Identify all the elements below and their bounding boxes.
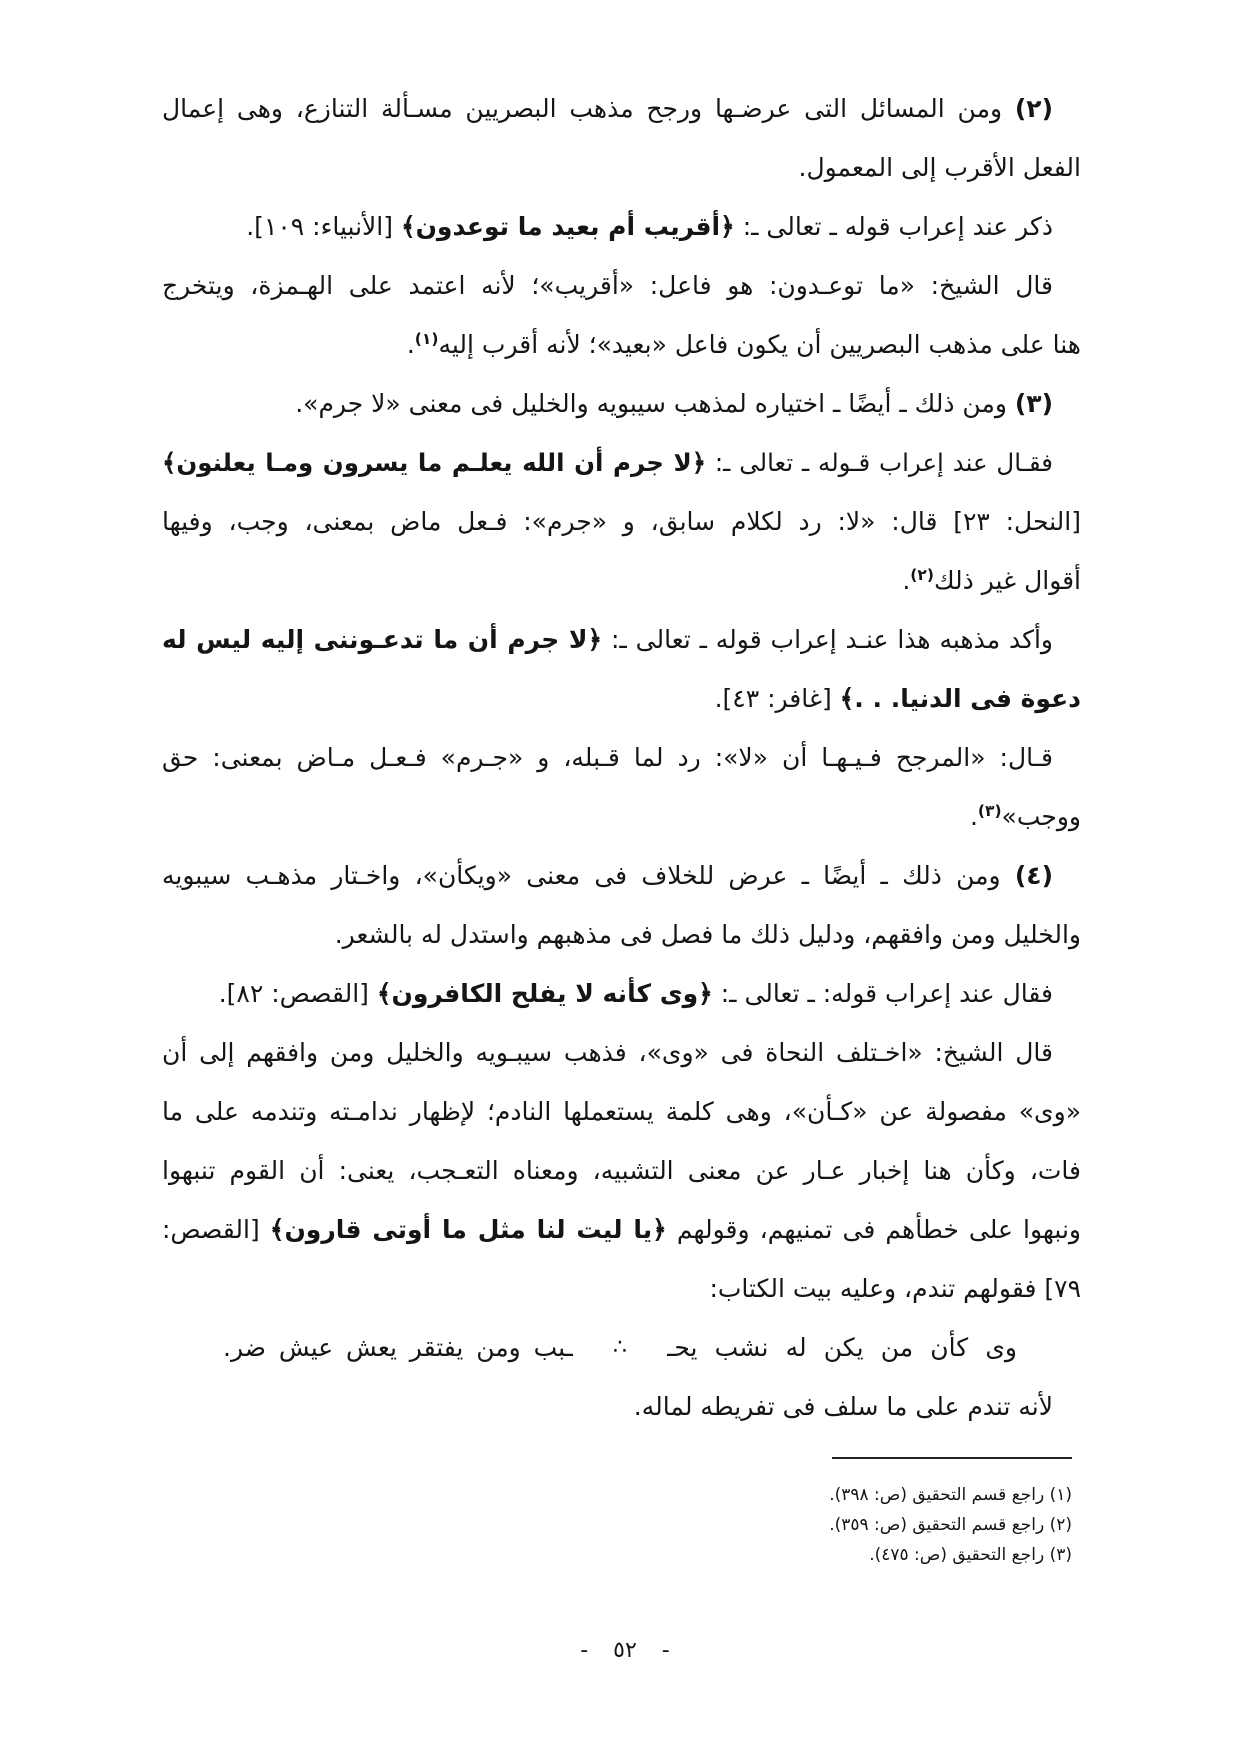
paragraph: [162, 79, 1081, 197]
text-segment: فات، وكأن هنا إخبار عـار عن معنى التشبيه، ومعناه التعـجب، يعنى: أن القوم تنبهوا: [162, 1156, 1081, 1185]
poetry-verse: [162, 1318, 1081, 1377]
paragraph: [162, 1377, 1081, 1436]
text-segment: قال الشيخ: «ما توعـدون: هو فاعل: «أقريب»؛ لأنه اعتمد على الهـمزة، ويتخرج: [162, 271, 1053, 300]
text-line: [162, 610, 1081, 669]
text-line: [162, 1141, 1081, 1200]
text-segment: قال الشيخ: «اخـتلف النحاة فى «وى»، فذهب سيبـويه والخليل ومن وافقهم إلى أن: [162, 1038, 1053, 1067]
quran-quote: ﴿لا جرم أن ما تدعـوننى إليه ليس له: [162, 625, 603, 654]
text-segment: والخليل ومن وافقهم، ودليل ذلك ما فصل فى مذهبهم واستدل له بالشعر.: [334, 920, 1081, 949]
footnote-separator: [832, 1457, 1072, 1459]
text-line: [162, 1023, 1081, 1082]
quran-quote: ﴿لا جرم أن الله يعلـم ما يسرون ومـا يعلنون﴾: [162, 448, 707, 477]
text-line: [162, 1200, 1081, 1259]
quran-quote: ﴿وى كأنه لا يفلح الكافرون﴾: [376, 979, 713, 1008]
verse-second-hemistich: ـبب ومن يفتقر يعش عيش ضر.: [223, 1333, 573, 1362]
footnote: (١) راجع قسم التحقيق (ص: ٣٩٨).: [829, 1485, 1072, 1505]
text-segment: ونبهوا على خطأهم فى تمنيهم، وقولهم: [666, 1215, 1081, 1244]
point-number: (٤): [1014, 861, 1053, 890]
quran-quote: ﴿يا ليت لنا مثل ما أوتى قارون﴾: [269, 1215, 667, 1244]
text-line: [162, 551, 1081, 610]
point-number: (٢): [1014, 94, 1053, 123]
footnote-marker: (٣): [977, 801, 1002, 820]
text-segment: ومن المسائل التى عرضـها ورجح مذهب البصريين مسـألة التنازع، وهى إعمال: [162, 94, 1015, 123]
text-line: [162, 728, 1081, 787]
text-line: [162, 433, 1081, 492]
paragraph: [162, 197, 1081, 256]
text-segment: [النحل: ٢٣] قال: «لا: رد لكلام سابق، و «جرم»: فـعل ماض بمعنى، وجب، وفيها: [162, 507, 1081, 536]
text-line: [162, 197, 1081, 256]
text-line: [162, 1259, 1081, 1318]
text-segment: [الأنبياء: ١٠٩].: [246, 212, 401, 241]
text-segment: ومن ذلك ـ أيضًا ـ عرض للخلاف فى معنى «ويكأن»، واخـتار مذهـب سيبويه: [162, 861, 1015, 890]
verse-first-hemistich: وى كأن من يكن له نشب يحـ: [667, 1333, 1017, 1362]
text-segment: قـال: «المرجح فـيـهـا أن «لا»: رد لما قـبله، و «جـرم» فـعـل مـاض بمعنى: حق: [162, 743, 1053, 772]
text-segment: فقال عند إعراب قوله: ـ تعالى ـ:: [712, 979, 1053, 1008]
text-line: [162, 492, 1081, 551]
paragraph: [162, 728, 1081, 846]
paragraph: [162, 374, 1081, 433]
point-number: (٣): [1014, 389, 1053, 418]
paragraph: [162, 610, 1081, 728]
quran-quote: دعوة فى الدنيا. . .﴾: [839, 684, 1081, 713]
page-number: - ٥٢ -: [580, 1638, 670, 1663]
text-segment: ووجب»: [1001, 802, 1081, 831]
footnote: (٢) راجع قسم التحقيق (ص: ٣٥٩).: [829, 1515, 1072, 1535]
text-segment: .: [406, 330, 415, 359]
text-segment: [غافر: ٤٣].: [714, 684, 840, 713]
text-line: [162, 79, 1081, 138]
text-segment: الفعل الأقرب إلى المعمول.: [798, 153, 1081, 182]
footnote-marker: (٢): [910, 565, 934, 584]
footnote-marker: (١): [414, 329, 439, 348]
text-line: [162, 315, 1081, 374]
footnotes: [662, 1480, 1072, 1570]
paragraph: [162, 964, 1081, 1023]
text-line: [162, 846, 1081, 905]
text-line: [162, 374, 1081, 433]
text-segment: وأكد مذهبه هذا عنـد إعراب قوله ـ تعالى ـ:: [602, 625, 1053, 654]
paragraph: [162, 256, 1081, 374]
paragraph: [162, 846, 1081, 964]
text-segment: أقوال غير ذلك: [933, 566, 1081, 595]
verse-separator: ∴: [613, 1335, 627, 1360]
text-segment: فقـال عند إعراب قـوله ـ تعالى ـ:: [706, 448, 1053, 477]
text-line: [162, 1377, 1081, 1436]
text-segment: «وى» مفصولة عن «كـأن»، وهى كلمة يستعملها النادم؛ لإظهار ندامـته وتندمه على ما: [162, 1097, 1081, 1126]
text-line: [162, 669, 1081, 728]
text-segment: ٧٩] فقولهم تندم، وعليه بيت الكتاب:: [709, 1274, 1081, 1303]
footnote: (٣) راجع التحقيق (ص: ٤٧٥).: [869, 1545, 1072, 1565]
text-segment: .: [969, 802, 978, 831]
paragraph: [162, 433, 1081, 610]
text-line: [162, 138, 1081, 197]
main-text: [162, 79, 1081, 1436]
text-segment: ومن ذلك ـ أيضًا ـ اختياره لمذهب سيبويه والخليل فى معنى «لا جرم».: [295, 389, 1015, 418]
text-line: [162, 1082, 1081, 1141]
text-segment: [القصص: ٨٢].: [218, 979, 377, 1008]
text-line: [162, 256, 1081, 315]
text-segment: هنا على مذهب البصريين أن يكون فاعل «بعيد»؛ لأنه أقرب إليه: [438, 330, 1081, 359]
text-line: [162, 964, 1081, 1023]
quran-quote: ﴿أقريب أم بعيد ما توعدون﴾: [400, 212, 735, 241]
text-line: [162, 905, 1081, 964]
text-segment: لأنه تندم على ما سلف فى تفريطه لماله.: [633, 1392, 1053, 1421]
text-segment: ذكر عند إعراب قوله ـ تعالى ـ:: [734, 212, 1053, 241]
text-segment: [القصص:: [162, 1215, 270, 1244]
text-segment: .: [902, 566, 911, 595]
paragraph: [162, 1023, 1081, 1318]
text-line: [162, 787, 1081, 846]
